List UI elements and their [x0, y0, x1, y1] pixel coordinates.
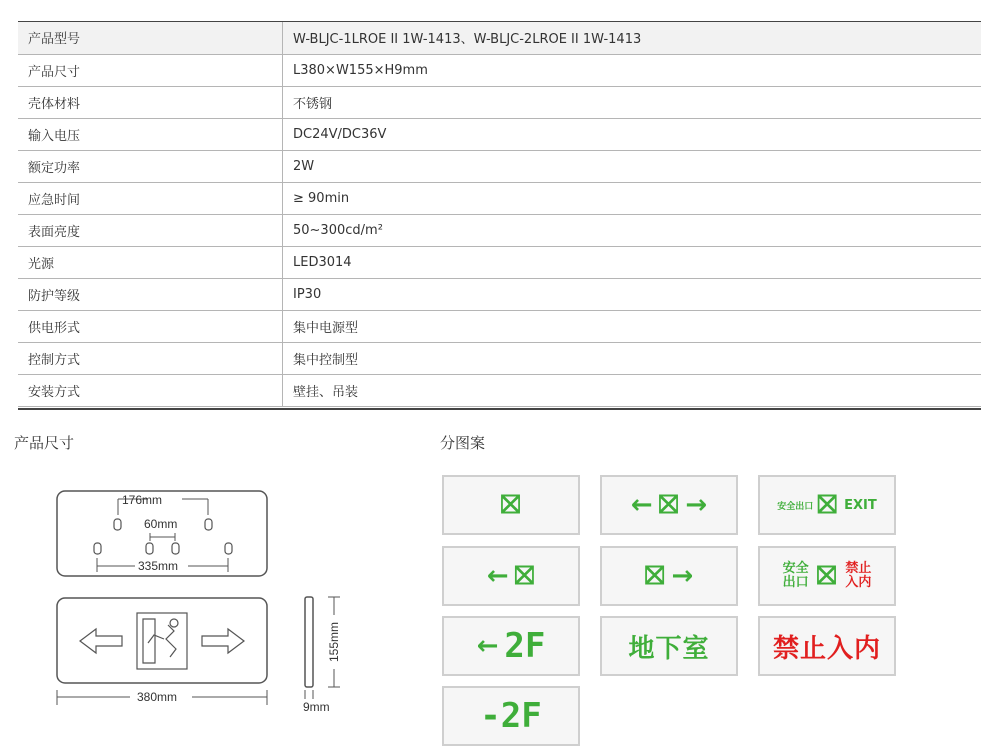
table-row: [18, 86, 981, 118]
sign-exit-bidirectional: [600, 475, 738, 535]
table-row: [18, 342, 981, 374]
sign-floor-2f-left: [442, 616, 580, 676]
spec-value: LED3014: [293, 254, 352, 270]
arrow-left-icon: ←: [486, 561, 509, 591]
spec-value: 2W: [293, 158, 315, 174]
sign-exit-left: [442, 546, 580, 606]
exit-man-icon: ⛝: [500, 489, 522, 520]
table-row: [18, 278, 981, 310]
spec-label: 控制方式: [18, 342, 283, 374]
enter-label: 入内: [845, 575, 872, 590]
exit-label: EXIT: [844, 497, 877, 513]
dimension-drawing: [40, 475, 370, 755]
no-entry-label: 禁止入内: [772, 633, 881, 664]
exit-man-icon: ⛝: [817, 489, 839, 520]
arrow-left-icon: [80, 629, 122, 653]
dim-9: 9mm: [303, 700, 330, 714]
exit-man-icon: ⛝: [644, 560, 666, 591]
table-row: [18, 374, 981, 406]
spec-value: L380×W155×H9mm: [293, 62, 428, 78]
section-title-patterns: 分图案: [440, 434, 486, 452]
table-row: [18, 182, 981, 214]
spec-value: ≥ 90min: [293, 190, 350, 206]
front-view-outline: [57, 598, 267, 683]
sign-floor-neg2: [442, 686, 580, 746]
sign-exit: [442, 475, 580, 535]
dim-60: 60mm: [144, 517, 178, 531]
spec-value: IP30: [293, 286, 322, 302]
spec-table: [18, 22, 981, 407]
table-row: [18, 54, 981, 86]
safe-exit-label: 安全出口: [777, 501, 814, 512]
arrow-right-icon: →: [685, 490, 708, 520]
exit-man-icon: [137, 613, 187, 669]
dim-176: 176mm: [122, 493, 163, 507]
exit-man-icon: ⛝: [816, 560, 838, 591]
table-row: [18, 246, 981, 278]
out-label: 出口: [782, 575, 809, 590]
spec-label: 产品型号: [18, 22, 283, 54]
exit-man-icon: ⛝: [658, 489, 680, 520]
dim-335: 335mm: [138, 559, 179, 573]
spec-label: 输入电压: [18, 118, 283, 150]
spec-label: 供电形式: [18, 310, 283, 342]
sign-basement: [600, 616, 738, 676]
table-row: [18, 118, 981, 150]
spec-value: 壁挂、吊装: [293, 384, 359, 400]
arrow-left-icon: ←: [476, 631, 499, 661]
table-row: [18, 150, 981, 182]
dim-380: 380mm: [137, 690, 178, 704]
spec-value: W-BLJC-1LROE II 1W-1413、W-BLJC-2LROE II 1W-1413: [293, 32, 642, 48]
spec-label: 光源: [18, 246, 283, 278]
basement-label: 地下室: [628, 633, 710, 664]
arrow-right-icon: [202, 629, 244, 653]
no-label: 禁止: [845, 561, 872, 576]
table-row: [18, 310, 981, 342]
spec-label: 额定功率: [18, 150, 283, 182]
arrow-left-icon: ←: [630, 490, 653, 520]
sign-no-entry: [758, 616, 896, 676]
spec-value: 集中电源型: [293, 320, 359, 336]
spec-label: 应急时间: [18, 182, 283, 214]
sign-safe-exit: [758, 475, 896, 535]
safe-exit-stack: [783, 562, 809, 590]
spec-label: 壳体材料: [18, 86, 283, 118]
floor-label: -2F: [480, 696, 542, 736]
arrow-right-icon: →: [671, 561, 694, 591]
side-view-outline: [305, 597, 313, 687]
dim-155: 155mm: [327, 621, 341, 662]
table-row: [18, 22, 981, 54]
spec-label: 表面亮度: [18, 214, 283, 246]
spec-label: 防护等级: [18, 278, 283, 310]
sign-safe-exit-no-entry: [758, 546, 896, 606]
safe-label: 安全: [782, 561, 809, 576]
spec-label: 安装方式: [18, 374, 283, 406]
spec-value: 50~300cd/m²: [293, 222, 383, 238]
spec-value: 不锈钢: [293, 96, 333, 112]
table-row: [18, 214, 981, 246]
no-entry-stack: [845, 562, 871, 590]
exit-man-icon: ⛝: [514, 560, 536, 591]
sign-exit-right: [600, 546, 738, 606]
spec-value: DC24V/DC36V: [293, 126, 387, 142]
floor-label: 2F: [504, 626, 546, 666]
section-title-size: 产品尺寸: [14, 434, 75, 452]
spec-value: 集中控制型: [293, 352, 359, 368]
spec-label: 产品尺寸: [18, 54, 283, 86]
table-bottom-rule: [18, 408, 981, 410]
